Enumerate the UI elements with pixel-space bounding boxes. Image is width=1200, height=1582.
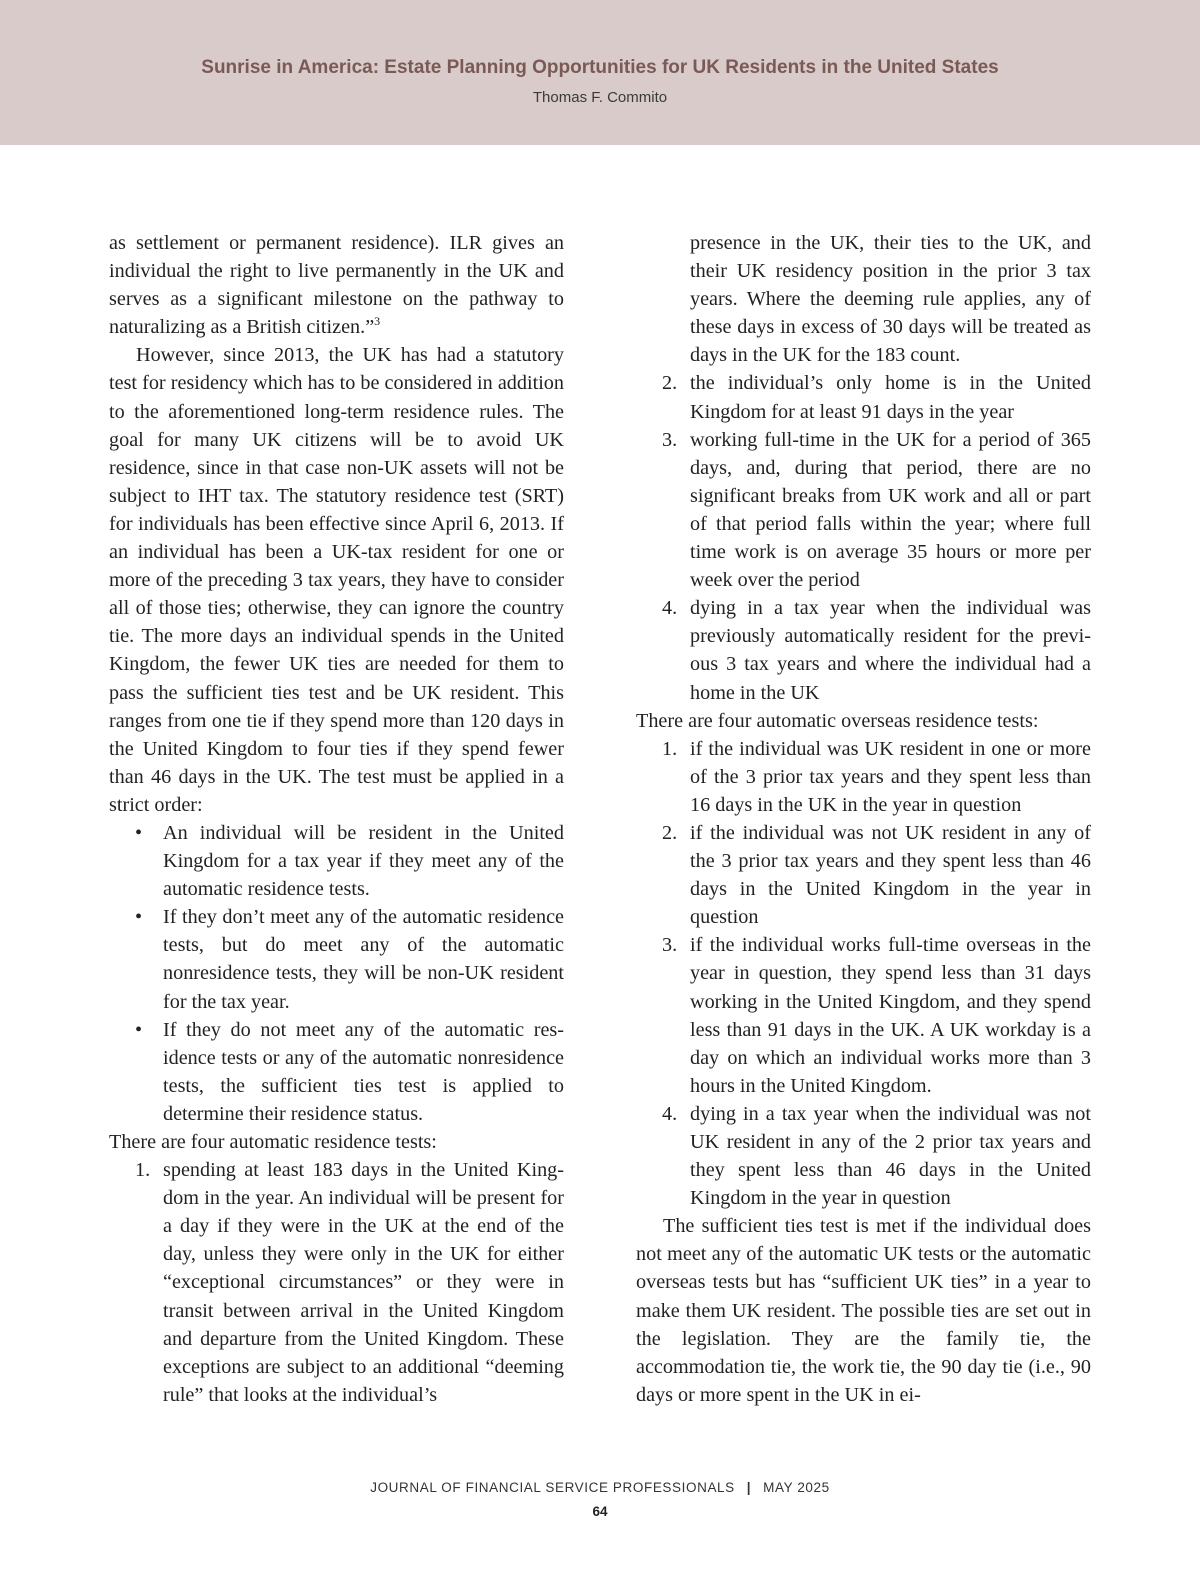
paragraph-srt: However, since 2013, the UK has had a statutory test for residency which has to be considered in addition to the aforementioned long-term residence rules. The goal for many UK citizens will be to avoid UK residence, since in that case non-UK assets will not be subject to IHT tax. The statutory residence test (SRT) for individuals has been effective since April 6, 2013. If an individual has been a UK-tax resident for one or more of the preceding 3 tax years, they have to consider all of those ties; otherwise, they can ignore the country tie. The more days an individual spends in the United Kingdom, the fewer UK ties are needed for them to pass the sufficient ties test and be UK resident. This ranges from one tie if they spend more than 120 days in the United Kingdom to four ties if they spend fewer than 46 days in the UK. The test must be applied in a strict order: xyxy=(109,344,564,816)
list-item xyxy=(109,819,564,903)
list-number: 4. xyxy=(662,1102,678,1125)
paragraph-ilr-text: as settlement or permanent residence). ILR gives an individual the right to live permanently in the UK and serves as a significant milestone on the pathway to naturalizing as a British citizen.” xyxy=(109,232,564,339)
list-item xyxy=(109,903,564,1015)
bullet-marker: • xyxy=(135,906,143,929)
list-item-text: dying in a tax year when the individual was not UK resident in any of the 2 prior tax years and they spent less than 46 days in the United Kingdom in the year in question xyxy=(690,1102,1091,1210)
bullet-marker: • xyxy=(135,1018,143,1041)
footer-journal-line xyxy=(0,1480,1200,1495)
automatic-residence-list xyxy=(636,369,1091,706)
journal-name: JOURNAL OF FINANCIAL SERVICE PROFESSIONALS xyxy=(370,1480,735,1495)
list-item xyxy=(636,931,1091,1100)
list-item-text: dying in a tax year when the individual was previously automatically resident for the previous 3 tax years and where the individual had a home in the UK xyxy=(690,597,1091,704)
list-item xyxy=(636,426,1091,595)
right-column xyxy=(636,229,1091,1409)
footer-separator: | xyxy=(746,1480,752,1495)
list-number: 2. xyxy=(662,821,678,844)
list-item xyxy=(636,735,1091,819)
list-number: 3. xyxy=(662,934,678,957)
list-item-text: if the individual works full-time overseas in the year in question, they spend less than 31 days working in the United Kingdom, and they spend less than 91 days in the UK. A UK workday is a day on which an individual works more than 3 hours in the United Kingdom. xyxy=(690,934,1091,1097)
list-item xyxy=(109,1016,564,1128)
automatic-residence-intro: There are four automatic residence tests: xyxy=(109,1131,437,1153)
list-item-text: if the individual was UK resident in one or more of the 3 prior tax years and they spent less than 16 days in the UK in the year in question xyxy=(690,737,1091,816)
srt-order-list xyxy=(109,819,564,1128)
list-item xyxy=(636,594,1091,706)
list-item xyxy=(636,1100,1091,1212)
list-number: 2. xyxy=(662,372,678,395)
list-item xyxy=(636,369,1091,425)
overseas-residence-list xyxy=(636,735,1091,1213)
list-item-text: spending at least 183 days in the United Kingdom in the year. An individual will be present for a day if they were in the UK at the end of the day, unless they were only in the UK for either “exceptional circumstances” or they were in transit between arrival in the United Kingdom and departure from the United Kingdom. These exceptions are subject to an additional “deeming rule” that looks at the individual’s xyxy=(163,1159,564,1406)
article-title: Sunrise in America: Estate Planning Opportunities for UK Residents in the United States xyxy=(201,57,999,78)
list-item xyxy=(109,1156,564,1409)
list-item-text: If they do not meet any of the automatic residence tests or any of the automatic nonresidence tests, the sufficient ties test is applied to determine their residence status. xyxy=(163,1018,564,1125)
list-number: 4. xyxy=(662,597,678,620)
article-author: Thomas F. Commito xyxy=(532,89,668,106)
issue-date: MAY 2025 xyxy=(763,1480,830,1495)
list-item-text: working full-time in the UK for a period of 365 days, and, during that period, there are no significant breaks from UK work and all or part of that period falls within the year; where full time work is on average 35 hours or more per week over the period xyxy=(690,428,1091,592)
list-item-text: An individual will be resident in the United Kingdom for a tax year if they meet any of the automatic residence tests. xyxy=(163,821,564,901)
list-number: 1. xyxy=(135,1159,151,1182)
list-item-text: If they don’t meet any of the automatic residence tests, but do meet any of the automatic nonresidence tests, they will be non-UK resident for the tax year. xyxy=(163,906,564,1013)
overseas-residence-intro: There are four automatic overseas residence tests: xyxy=(636,709,1039,732)
list-item-text: the individual’s only home is in the United Kingdom for at least 91 days in the year xyxy=(690,372,1091,423)
list-item xyxy=(636,819,1091,931)
list-number: 3. xyxy=(662,428,678,451)
footnote-ref: 3 xyxy=(374,314,381,329)
list-item-continuation: presence in the UK, their ties to the UK, and their UK residency position in the prior 3 tax years. Where the deeming rule applies, any of these days in excess of 30 days will be treated as days in the UK for the 183 count. xyxy=(690,232,1091,367)
paragraph-sufficient-ties: The sufficient ties test is met if the individual does not meet any of the automatic UK tests or the automatic overseas tests but has “sufficient UK ties” in a year to make them UK resident. The possible ties are set out in the legislation. They are the family tie, the accommodation tie, the work tie, the 90 day tie (i.e., 90 days or more spent in the UK in ei- xyxy=(636,1215,1091,1406)
bullet-marker: • xyxy=(135,821,143,844)
list-number: 1. xyxy=(662,737,678,760)
page-header xyxy=(0,0,1200,145)
paragraph-ilr xyxy=(109,229,564,341)
list-item-text: if the individual was not UK resident in any of the 3 prior tax years and they spent less than 46 days in the United Kingdom in the year in question xyxy=(690,821,1091,929)
left-column xyxy=(109,229,564,1409)
page-number: 64 xyxy=(592,1504,608,1519)
